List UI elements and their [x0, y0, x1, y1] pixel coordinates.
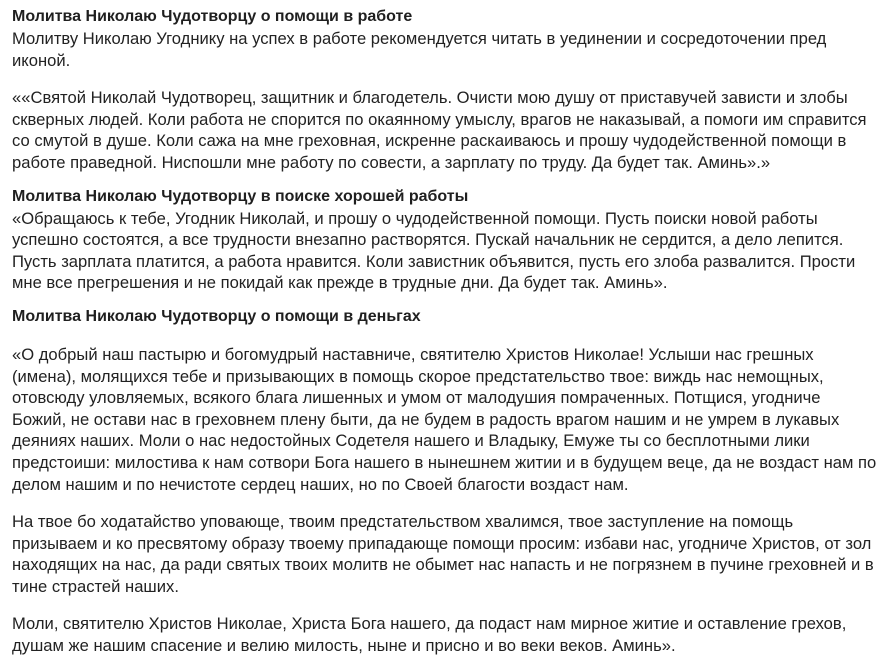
- section-work-prayer: [12, 6, 878, 174]
- section-heading-job-search: Молитва Николаю Чудотворцу в поиске хорошей работы: [12, 187, 469, 205]
- prayer-paragraph-money-3: Моли, святителю Христов Николае, Христа Бога нашего, да подаст нам мирное житие и оставление грехов, душам же нашим спасение и велию милость, ныне и присно и во веки веков. Аминь».: [12, 614, 847, 656]
- prayer-paragraph-job-search: «Обращаюсь к тебе, Угодник Николай, и прошу о чудодейственной помощи. Пусть поиски новой работы успешно состоятся, а все трудности внезапно растворятся. Пускай начальник не сердится, а дело лепится. Пусть зарплата платится, а работа нравится. Коли завистник объявится, пусть его злоба развалится. Прости мне все прегрешения и не покидай как прежде в трудные дни. Да будет так. Аминь».: [12, 208, 856, 293]
- section-job-search-prayer: [12, 186, 878, 294]
- section-heading-work: Молитва Николаю Чудотворцу о помощи в работе: [12, 8, 413, 25]
- prayer-paragraph-money-1: «О добрый наш пастырю и богомудрый наставниче, святителю Христов Николае! Услыши нас грешных (имена), молящихся тебе и призывающих в помощь скорое предстательство твое: виждь нас немощных, отовсюду уловляемых, всякого блага лишенных и умом от малодушия помраченных. Потщися, угодниче Божий, не остави нас в греховнем плену быти, да не будем в радость врагом нашим и не умрем в лукавых деяниях наших. Моли о нас недостойных Содетеля нашего и Владыку, Емуже ты со бесплотными лики предстоиши: милостива к нам сотвори Бога нашего в нынешнем житии и в будущем веце, да не воздаст нам по делом нашим и по нечистоте сердец наших, но по Своей благости воздаст нам.: [12, 344, 877, 494]
- prayer-paragraph-money-2: На твое бо ходатайство уповающе, твоим предстательством хвалимся, твое заступление на помощь призываем и ко пресвятому образу твоему припадающе помощи просим: избави нас, угодниче Христов, от зол находящих на нас, да ради святых твоих молитв не обымет нас напасть и не погрязнем в пучине греховней и в тине страстей наших.: [12, 512, 874, 596]
- section-money-prayer: [12, 306, 878, 657]
- section-heading-money: Молитва Николаю Чудотворцу о помощи в деньгах: [12, 307, 421, 325]
- intro-paragraph: Молитву Николаю Угоднику на успех в работе рекомендуется читать в уединении и сосредоточении пред иконой.: [12, 29, 827, 70]
- prayer-paragraph-work: ««Святой Николай Чудотворец, защитник и благодетель. Очисти мою душу от приставучей зависти и злобы скверных людей. Коли работа не спорится по окаянному умыслу, врагов не наказывай, а помоги им справится со смутой в душе. Коли сажа на мне греховная, искренне раскаиваюсь и прошу чудодейственной помощи в работе праведной. Ниспошли мне работу по совести, а зарплату по труду. Да будет так. Аминь».»: [12, 88, 867, 172]
